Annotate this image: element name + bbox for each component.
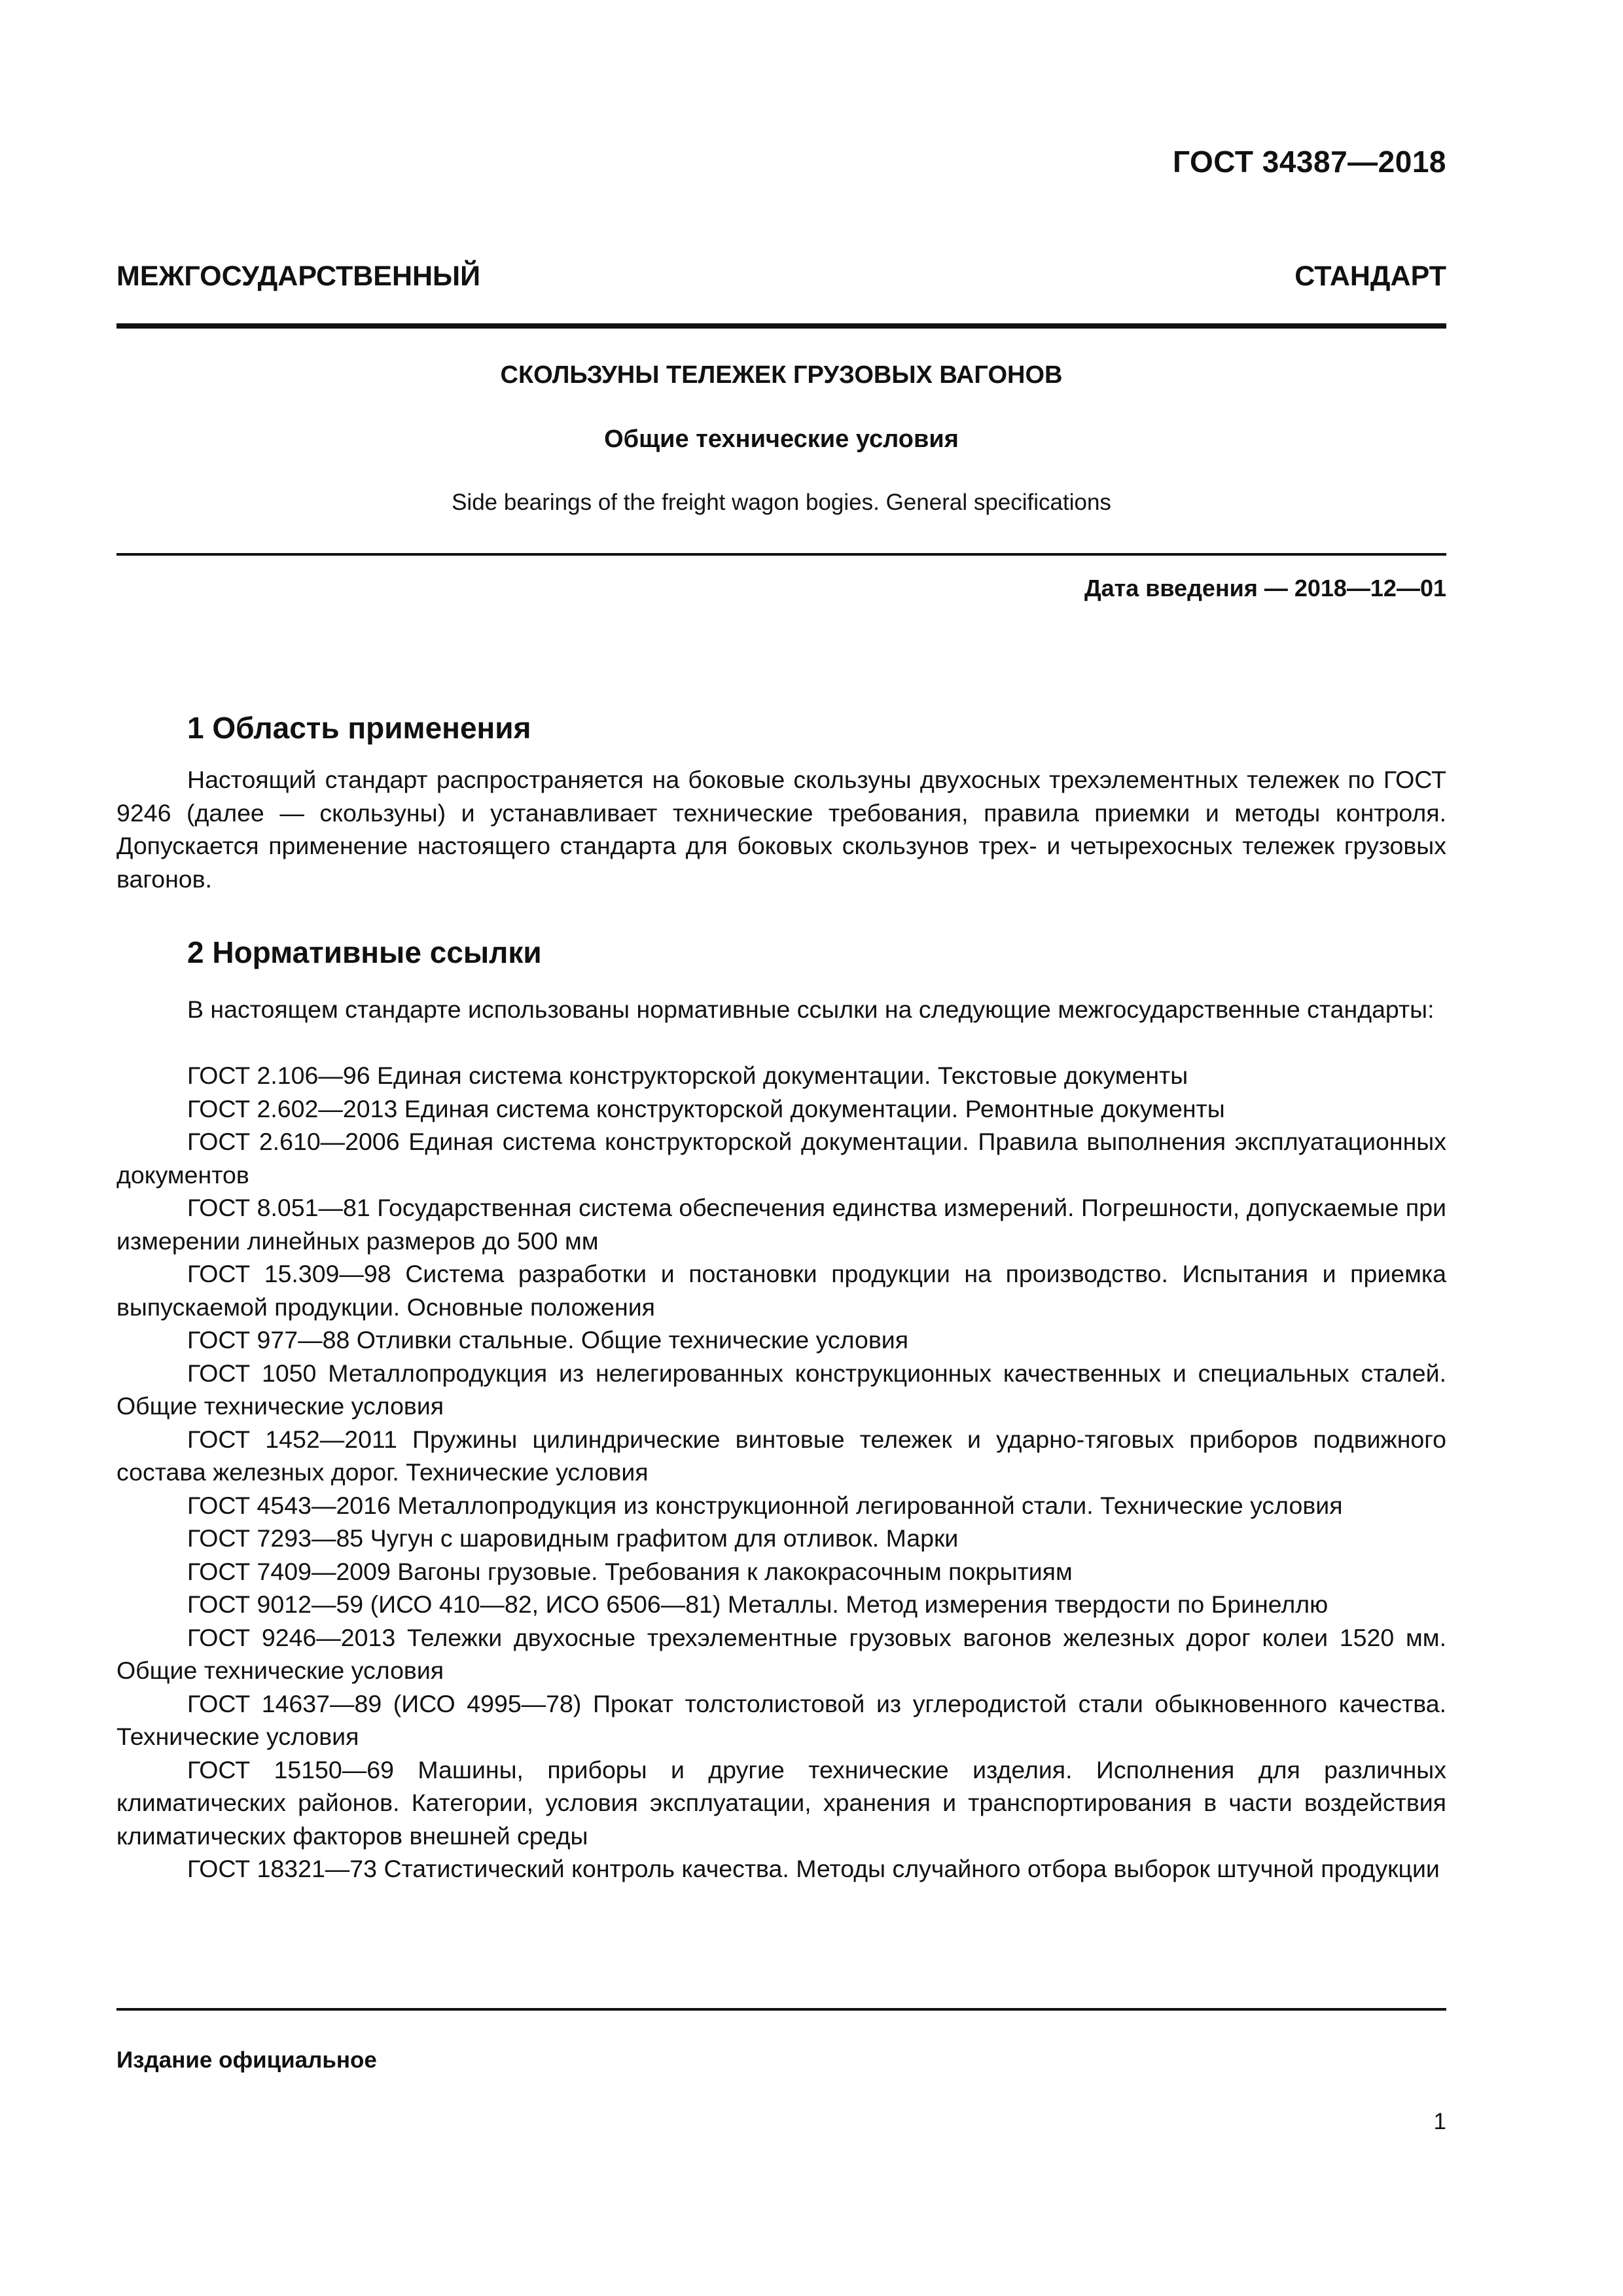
reference-list: [116, 1059, 1446, 1886]
title-divider: [116, 553, 1446, 556]
section-2-intro: В настоящем стандарте использованы нормативные ссылки на следующие межгосударственные стандарты:: [187, 996, 1435, 1023]
header-divider: [116, 323, 1446, 329]
document-number: ГОСТ 34387—2018: [1173, 145, 1446, 179]
standard-kind-heading: МЕЖГОСУДАРСТВЕННЫЙ СТАНДАРТ: [116, 260, 1446, 292]
reference-item: ГОСТ 15150—69 Машины, приборы и другие технические изделия. Исполнения для различных климатических районов. Категории, условия эксплуатации, хранения и транспортирования в части воздействия климатических факторов внешней среды: [116, 1755, 1446, 1850]
document-title: СКОЛЬЗУНЫ ТЕЛЕЖЕК ГРУЗОВЫХ ВАГОНОВ: [500, 361, 1063, 389]
reference-item: ГОСТ 2.610—2006 Единая система конструкторской документации. Правила выполнения эксплуатационных документов: [116, 1128, 1446, 1189]
section-1-heading: 1 Область применения: [187, 711, 531, 745]
edition-label: Издание официальное: [116, 2047, 377, 2073]
reference-item: ГОСТ 7293—85 Чугун с шаровидным графитом для отливок. Марки: [187, 1524, 959, 1552]
reference-item: ГОСТ 2.602—2013 Единая система конструкторской документации. Ремонтные документы: [187, 1094, 1225, 1122]
reference-item: ГОСТ 2.106—96 Единая система конструкторской документации. Текстовые документы: [187, 1062, 1188, 1089]
reference-item: ГОСТ 9246—2013 Тележки двухосные трехэлементные грузовых вагонов железных дорог колеи 1520 мм. Общие технические условия: [116, 1623, 1446, 1684]
reference-item: ГОСТ 15.309—98 Система разработки и постановки продукции на производство. Испытания и приемка выпускаемой продукции. Основные положения: [116, 1260, 1446, 1321]
reference-item: ГОСТ 8.051—81 Государственная система обеспечения единства измерений. Погрешности, допускаемые при измерении линейных размеров до 500 мм: [116, 1194, 1446, 1255]
reference-item: ГОСТ 18321—73 Статистический контроль качества. Методы случайного отбора выборок штучной продукции: [187, 1855, 1440, 1882]
reference-item: ГОСТ 7409—2009 Вагоны грузовые. Требования к лакокрасочным покрытиям: [187, 1557, 1073, 1585]
footer-divider: [116, 2008, 1446, 2011]
reference-item: ГОСТ 977—88 Отливки стальные. Общие технические условия: [187, 1326, 909, 1354]
reference-item: ГОСТ 1050 Металлопродукция из нелегированных конструкционных качественных и специальных сталей. Общие технические условия: [116, 1359, 1446, 1420]
page-number: 1: [1433, 2109, 1446, 2134]
section-1-text: Настоящий стандарт распространяется на боковые скользуны двухосных трехэлементных тележек по ГОСТ 9246 (далее — скользуны) и устанавливает технические требования, правила приемки и методы контроля. Допускается применение настоящего стандарта для боковых скользунов трех- и четырехосных тележек грузовых вагонов.: [116, 766, 1446, 893]
reference-item: ГОСТ 14637—89 (ИСО 4995—78) Прокат толстолистовой из углеродистой стали обыкновенного качества. Технические условия: [116, 1689, 1446, 1750]
reference-item: ГОСТ 9012—59 (ИСО 410—82, ИСО 6506—81) Металлы. Метод измерения твердости по Бринеллю: [187, 1590, 1329, 1618]
document-subtitle: Общие технические условия: [604, 425, 959, 453]
introduction-date: Дата введения — 2018—12—01: [1084, 575, 1446, 601]
section-2-heading: 2 Нормативные ссылки: [187, 935, 542, 969]
reference-item: ГОСТ 1452—2011 Пружины цилиндрические винтовые тележек и ударно-тяговых приборов подвижного состава железных дорог. Технические условия: [116, 1425, 1446, 1486]
english-title: Side bearings of the freight wagon bogies. General specifications: [452, 490, 1111, 515]
reference-item: ГОСТ 4543—2016 Металлопродукция из конструкционной легированной стали. Технические условия: [187, 1491, 1343, 1519]
